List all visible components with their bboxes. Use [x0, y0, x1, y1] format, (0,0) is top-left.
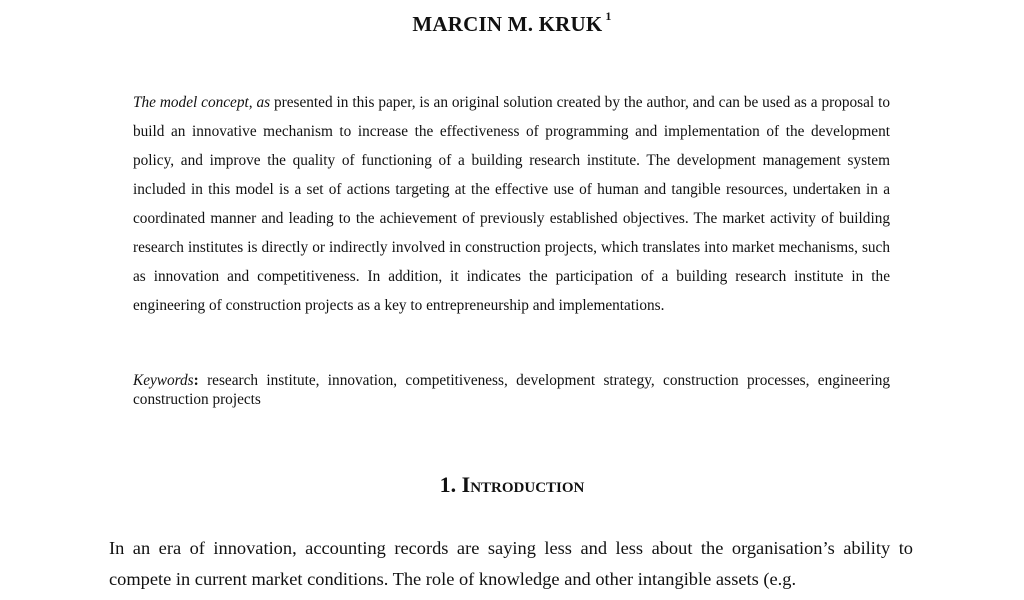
keywords — [133, 371, 890, 409]
abstract-text: presented in this paper, is an original solution created by the author, and can be used as a proposal to build an innovative mechanism to increase the effectiveness of programming and implementation of the development policy, and improve the quality of functioning of a building research institute. The development management system included in this model is a set of actions targeting at the effective use of human and tangible resources, undertaken in a coordinated manner and leading to the achievement of previously established objectives. The market activity of building research institutes is directly or indirectly involved in construction projects, which translates into market mechanisms, such as innovation and competitiveness. In addition, it indicates the participation of a building research institute in the engineering of construction projects as a key to entrepreneurship and implementations. — [133, 94, 890, 314]
author-name — [0, 9, 1024, 37]
section-title-rest: ntroduction — [470, 472, 585, 497]
section-number: 1. — [439, 472, 462, 497]
keywords-label: Keywords — [133, 372, 194, 389]
author-name-text: MARCIN M. KRUK — [412, 12, 603, 36]
section-title-first-letter: I — [461, 472, 471, 497]
keywords-text: research institute, innovation, competitiveness, development strategy, construction processes, engineering construction projects — [133, 372, 890, 408]
abstract — [133, 88, 890, 320]
introduction-paragraph: In an era of innovation, accounting records are saying less and less about the organisation’s ability to compete in current market conditions. The role of knowledge and other intangible assets (e.g. — [109, 538, 913, 589]
keywords-separator: : — [193, 372, 199, 389]
abstract-lead-italic: The model concept, as — [133, 94, 271, 111]
author-footnote-marker[interactable]: 1 — [605, 9, 612, 23]
section-heading-introduction — [0, 472, 1024, 498]
